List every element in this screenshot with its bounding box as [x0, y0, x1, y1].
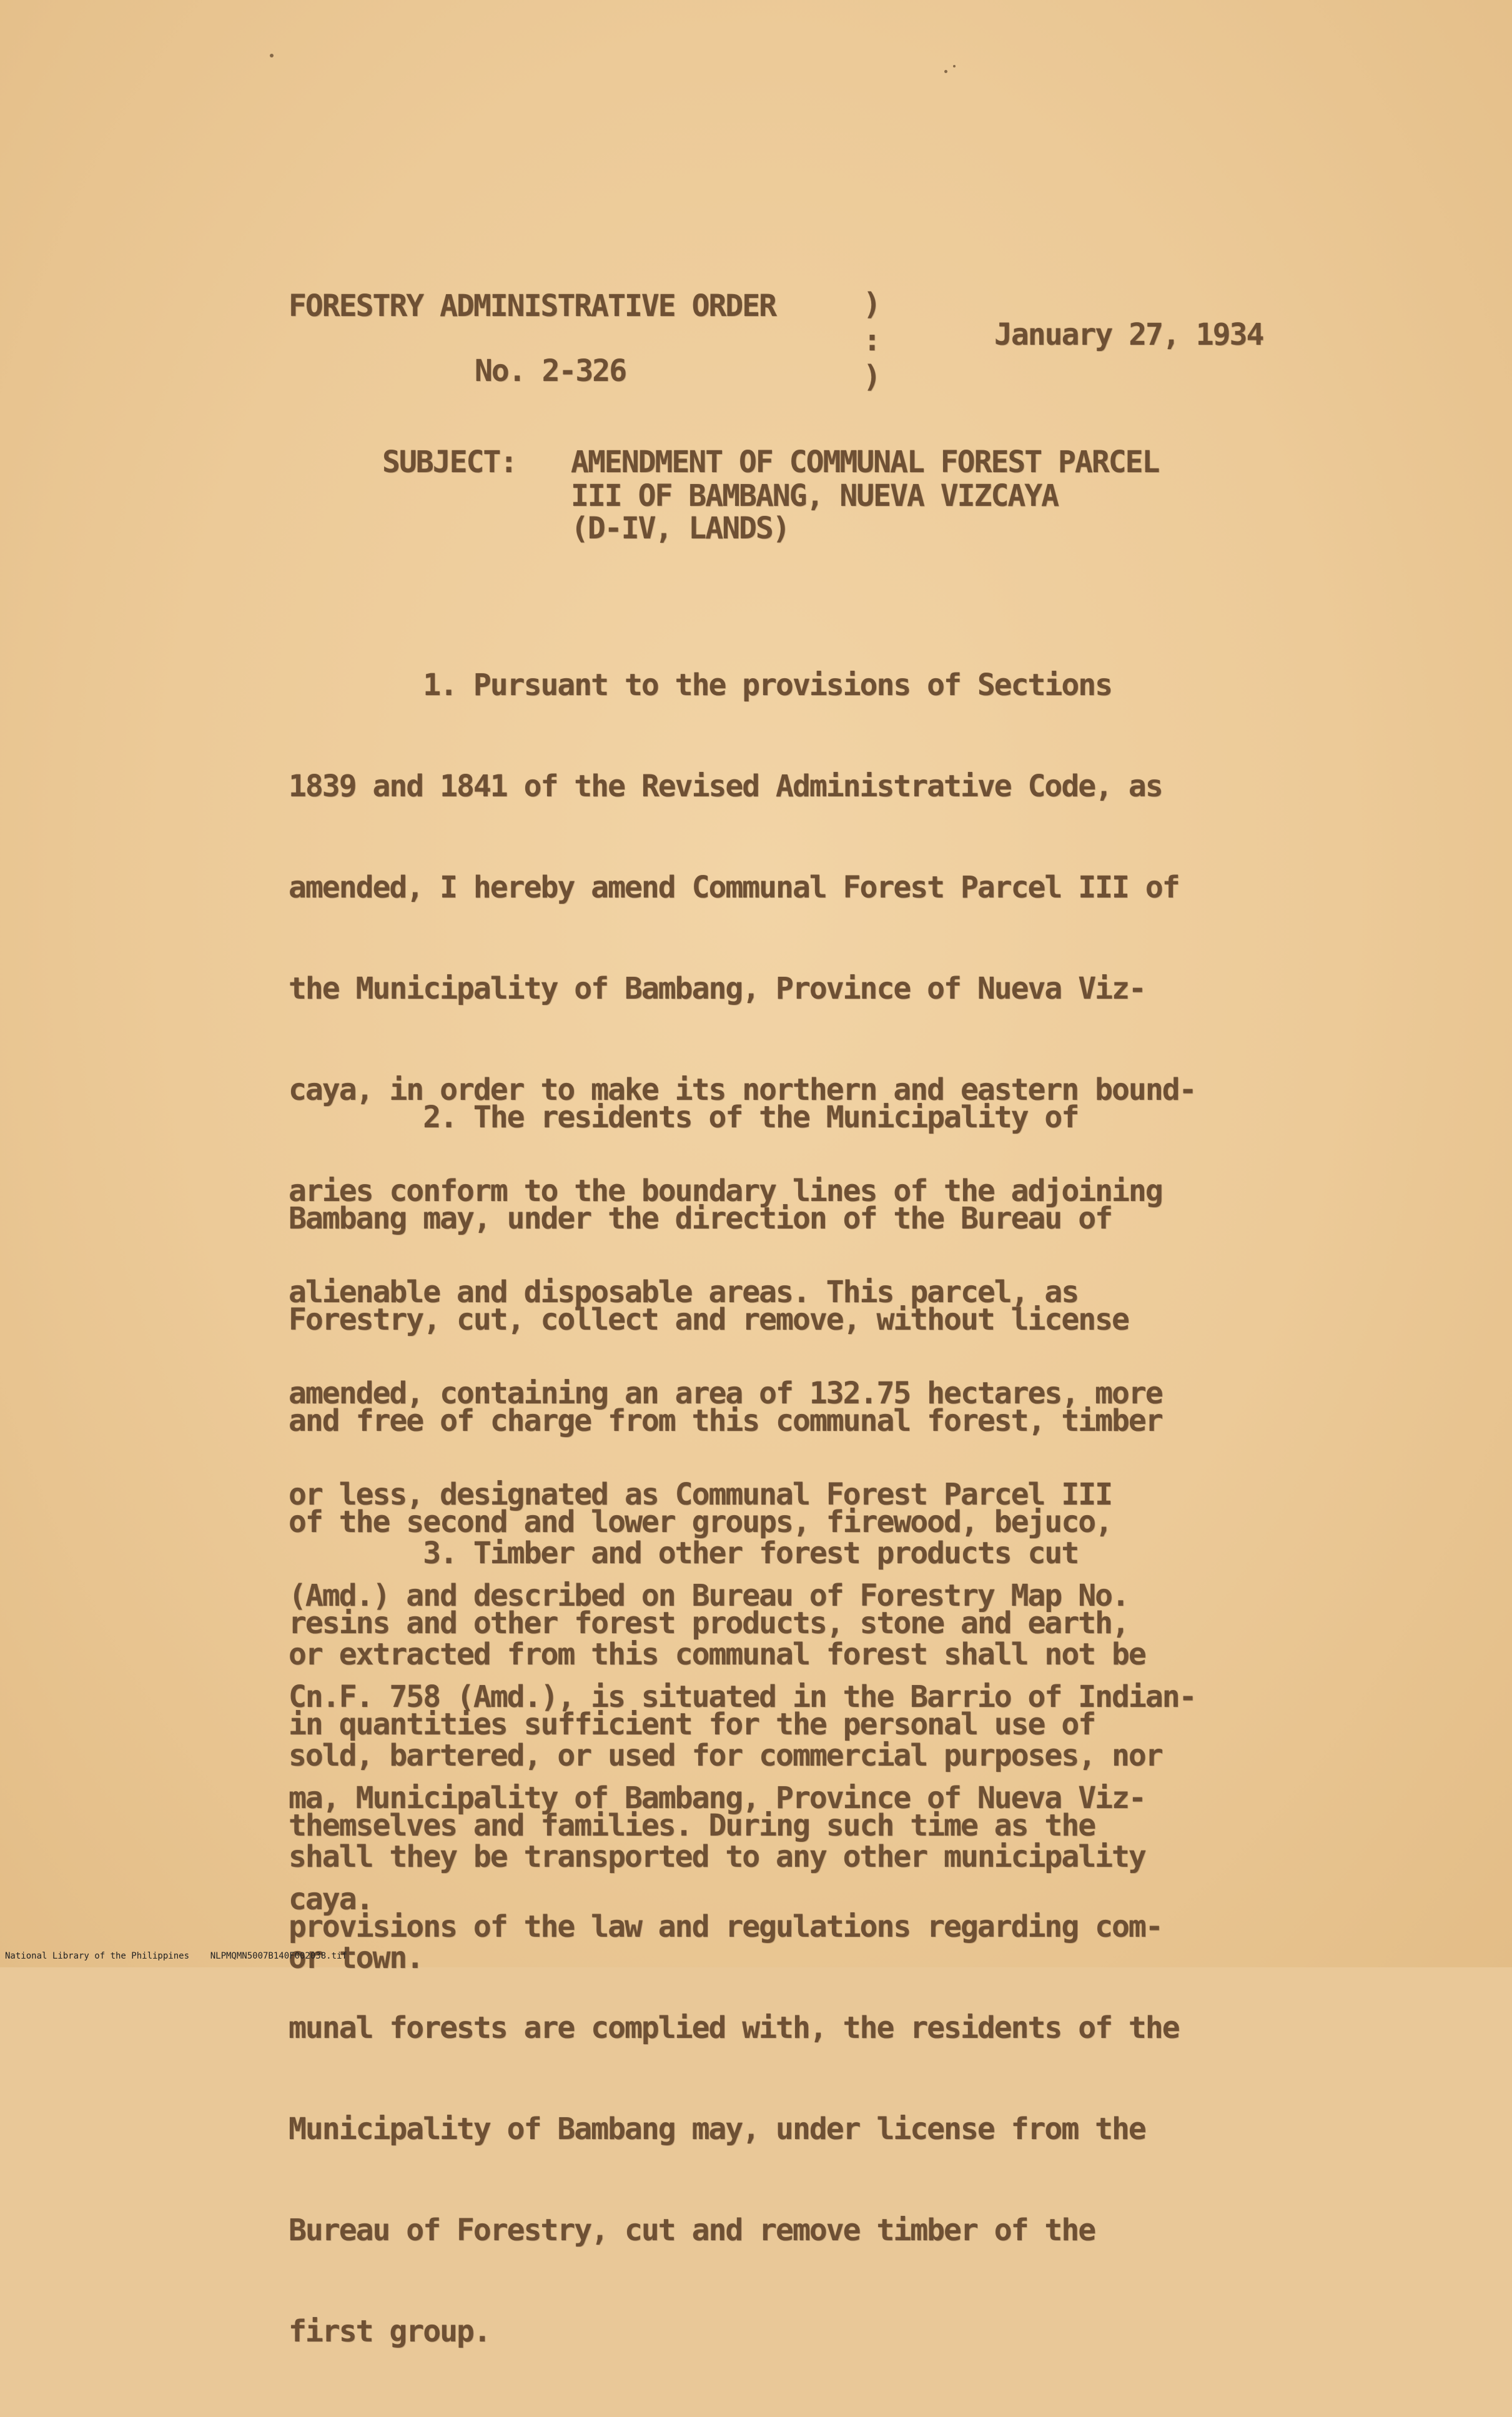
subject-line: AMENDMENT OF COMMUNAL FOREST PARCEL	[571, 445, 1159, 480]
order-title: FORESTRY ADMINISTRATIVE ORDER	[289, 289, 776, 324]
header-bracket: ) : )	[863, 287, 880, 394]
paragraph-line: sold, bartered, or used for commercial purposes, nor	[289, 1738, 1162, 1773]
paragraph-line: or town.	[289, 1940, 423, 1975]
order-date: January 27, 1934	[994, 317, 1263, 352]
paragraph-line: first group.	[289, 2314, 490, 2349]
subject-line: (D-IV, LANDS)	[571, 511, 789, 546]
paragraph-line: 3. Timber and other forest products cut	[289, 1536, 1079, 1571]
paper-speck	[270, 54, 274, 57]
order-number: No. 2-326	[475, 353, 626, 388]
paragraph-line: the Municipality of Bambang, Province of Nueva Viz-	[289, 971, 1145, 1006]
paragraph-line: munal forests are complied with, the residents of the	[289, 2010, 1179, 2045]
subject-line: III OF BAMBANG, NUEVA VIZCAYA	[571, 478, 1059, 513]
paragraph-line: Cn.F. 758 (Amd.), is situated in the Barrio of Indian-	[289, 1679, 1196, 1714]
subject-label: SUBJECT:	[382, 445, 517, 480]
paragraph-line: and free of charge from this communal forest, timber	[289, 1403, 1162, 1438]
paragraph-line: themselves and families. During such time as the	[289, 1808, 1095, 1843]
paragraph-line: provisions of the law and regulations regarding com-	[289, 1909, 1162, 1944]
paragraph-line: 1. Pursuant to the provisions of Sections	[289, 668, 1112, 703]
paragraph-line: shall they be transported to any other municipality	[289, 1839, 1145, 1874]
paragraph-line: caya, in order to make its northern and eastern bound-	[289, 1072, 1196, 1107]
paper-speck	[953, 65, 956, 67]
paragraph-line: (Amd.) and described on Bureau of Forestry Map No.	[289, 1578, 1129, 1613]
paragraph-line: Bureau of Forestry, cut and remove timber of the	[289, 2213, 1095, 2248]
paragraph-3	[289, 1468, 1269, 2044]
paragraph-line: Bambang may, under the direction of the Bureau of	[289, 1201, 1112, 1236]
paragraph-line: amended, I hereby amend Communal Forest Parcel III of	[289, 870, 1179, 905]
paragraph-line: Forestry, cut, collect and remove, without license	[289, 1302, 1129, 1337]
paragraph-line: of the second and lower groups, firewood, bejuco,	[289, 1505, 1112, 1540]
paragraph-line: alienable and disposable areas. This parcel, as	[289, 1275, 1079, 1310]
paragraph-line: resins and other forest products, stone and earth,	[289, 1606, 1129, 1641]
paragraph-line: amended, containing an area of 132.75 hectares, more	[289, 1376, 1162, 1411]
paragraph-line: ma, Municipality of Bambang, Province of Nueva Viz-	[289, 1781, 1145, 1816]
paragraph-line: caya.	[289, 1882, 373, 1917]
paragraph-line: aries conform to the boundary lines of the adjoining	[289, 1174, 1162, 1208]
archive-footer: National Library of the Philippines NLPMQMN5007B140F002038.tif	[5, 1951, 347, 1961]
paragraph-line: 1839 and 1841 of the Revised Administrative Code, as	[289, 769, 1162, 804]
paragraph-line: in quantities sufficient for the personal use of	[289, 1707, 1095, 1742]
paper-speck	[944, 70, 947, 73]
paragraph-line: Municipality of Bambang may, under license from the	[289, 2112, 1145, 2147]
paragraph-line: 2. The residents of the Municipality of	[289, 1100, 1079, 1135]
paragraph-line: or less, designated as Communal Forest Parcel III	[289, 1477, 1112, 1512]
paragraph-line: or extracted from this communal forest shall not be	[289, 1637, 1145, 1672]
